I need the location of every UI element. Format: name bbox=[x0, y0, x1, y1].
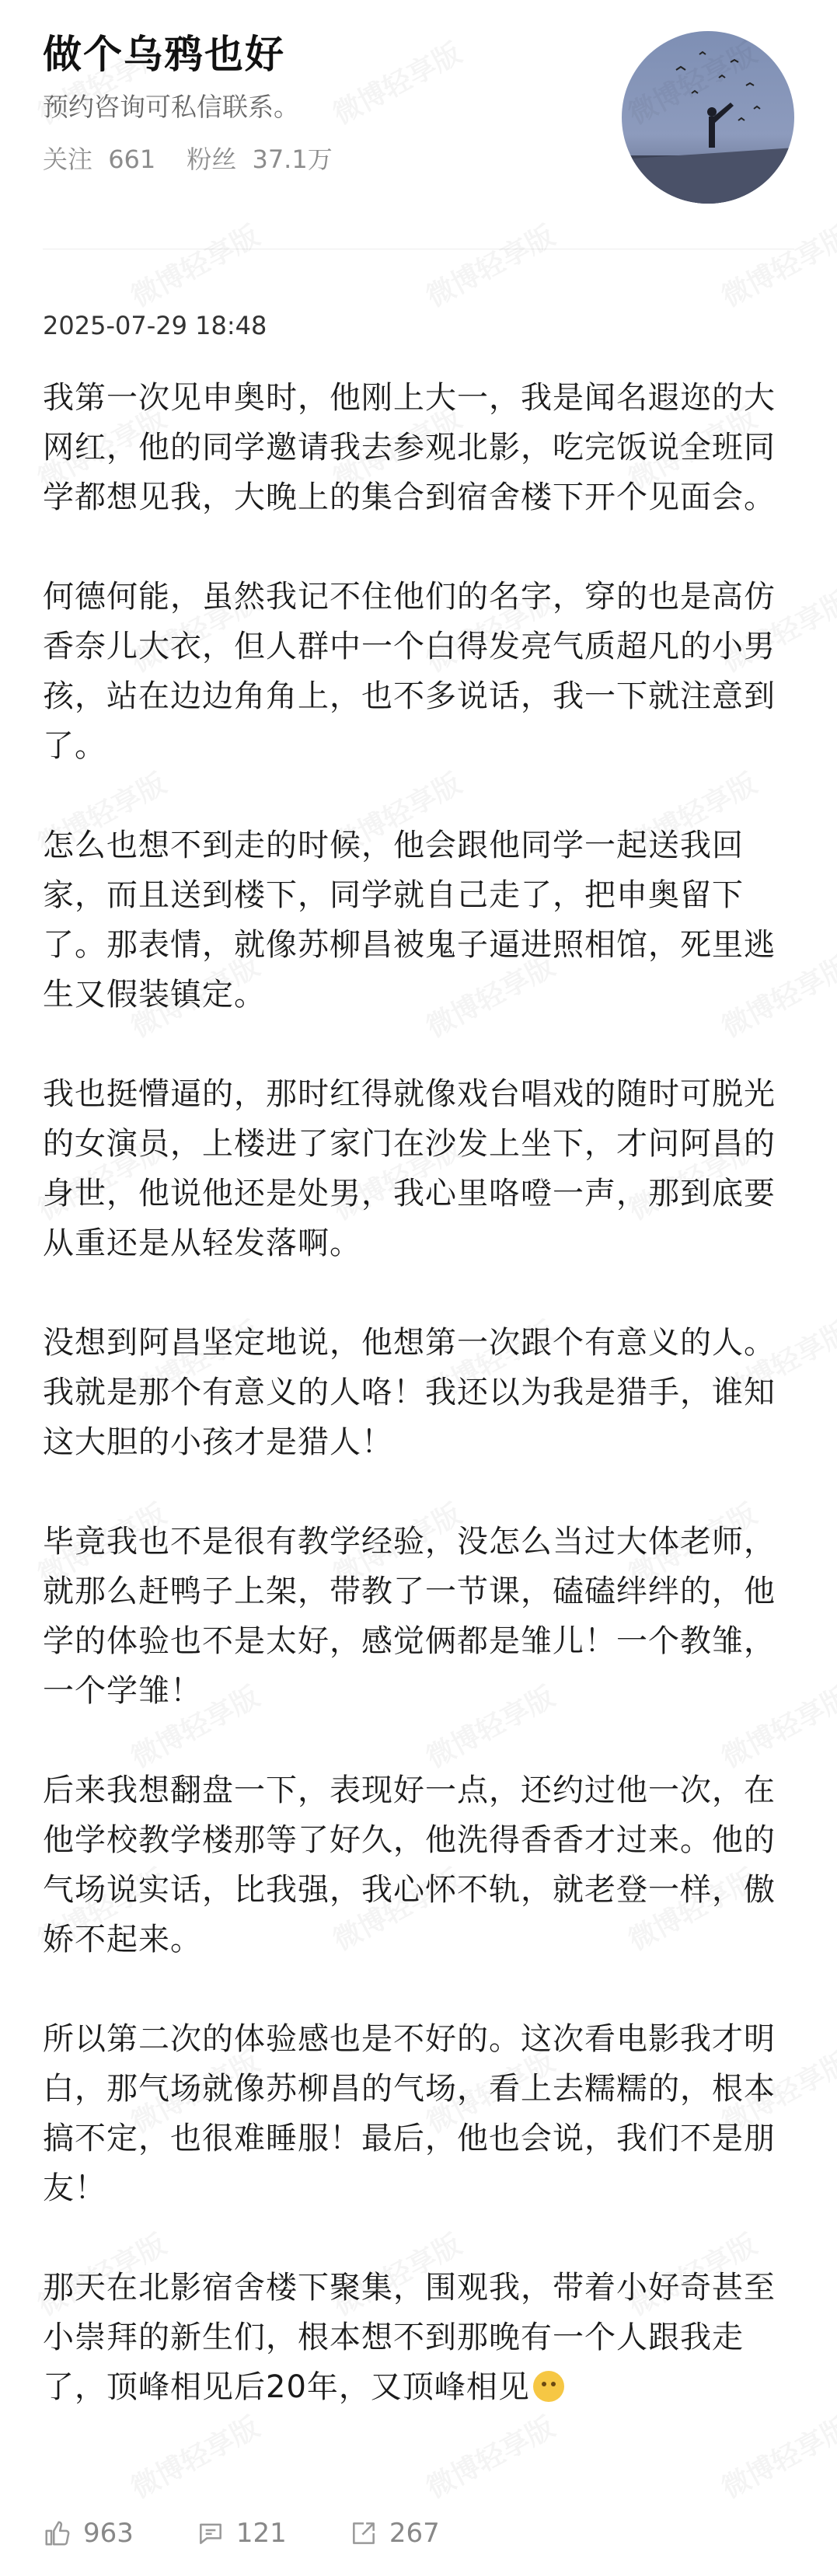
followers-label: 粉丝 bbox=[187, 145, 237, 174]
profile-bio: 预约咨询可私信联系。 bbox=[43, 92, 299, 122]
post-action-bar bbox=[43, 2510, 440, 2557]
profile-name[interactable]: 做个乌鸦也好 bbox=[43, 32, 285, 77]
watermark-text bbox=[714, 2406, 837, 2507]
shy-face-emoji-icon bbox=[533, 2371, 564, 2402]
post-paragraph: 毕竟我也不是很有教学经验，没怎么当过大体老师，就那么赶鸭子上架，带教了一节课，磕磕绊绊的，他学的体验也不是太好，感觉俩都是雏儿！一个教雏，一个学雏！ bbox=[43, 1524, 776, 1709]
post-paragraph: 怎么也想不到走的时候，他会跟他同学一起送我回家，而且送到楼下，同学就自己走了，把申奥留下了。那表情，就像苏柳昌被鬼子逼进照相馆，死里逃生又假装镇定。 bbox=[43, 828, 776, 1013]
avatar-image bbox=[622, 31, 794, 204]
post-timestamp: 2025-07-29 18:48 bbox=[43, 311, 267, 340]
like-button[interactable] bbox=[43, 2518, 134, 2549]
post-body bbox=[43, 373, 794, 2412]
comment-count: 121 bbox=[235, 2518, 287, 2549]
post-paragraph: 所以第二次的体验感也是不好的。这次看电影我才明白，那气场就像苏柳昌的气场，看上去糯糯的，根本搞不定，也很难睡服！最后，他也会说，我们不是朋友！ bbox=[43, 2021, 776, 2206]
following-count: 661 bbox=[108, 145, 156, 174]
post-paragraph: 后来我想翻盘一下，表现好一点，还约过他一次，在他学校教学楼那等了好久，他洗得香香才过来。他的气场说实话，比我强，我心怀不轨，就老登一样，傲娇不起来。 bbox=[43, 1773, 776, 1957]
following-stat[interactable] bbox=[43, 140, 155, 176]
watermark-text bbox=[124, 214, 266, 315]
post-paragraph: 何德何能，虽然我记不住他们的名字，穿的也是高仿香奈儿大衣，但人群中一个白得发亮气质超凡的小男孩，站在边边角角上，也不多说话，我一下就注意到了。 bbox=[43, 579, 776, 764]
post-paragraph-last bbox=[43, 2263, 794, 2412]
watermark-text bbox=[419, 2406, 561, 2507]
profile-stats bbox=[43, 140, 333, 176]
post-paragraph: 我也挺懵逼的，那时红得就像戏台唱戏的随时可脱光的女演员，上楼进了家门在沙发上坐下，才问阿昌的身世，他说他还是处男，我心里咯噔一声，那到底要从重还是从轻发落啊。 bbox=[43, 1076, 776, 1261]
followers-stat[interactable] bbox=[187, 140, 332, 176]
thumbs-up-icon bbox=[43, 2518, 72, 2548]
followers-count: 37.1万 bbox=[252, 145, 333, 174]
watermark-text bbox=[714, 214, 837, 315]
watermark-text bbox=[419, 214, 561, 315]
comment-bubble-icon bbox=[196, 2518, 225, 2548]
watermark-text bbox=[124, 2406, 266, 2507]
share-button[interactable] bbox=[349, 2518, 440, 2549]
profile-header bbox=[43, 23, 794, 202]
share-count: 267 bbox=[389, 2518, 440, 2549]
post-paragraph-text: 那天在北影宿舍楼下聚集，围观我，带着小好奇甚至小崇拜的新生们，根本想不到那晚有一个人跟我走了，顶峰相见后20年，又顶峰相见 bbox=[43, 2270, 776, 2405]
share-arrow-icon bbox=[349, 2518, 378, 2548]
like-count: 963 bbox=[83, 2518, 134, 2549]
avatar[interactable] bbox=[622, 31, 794, 204]
comment-button[interactable] bbox=[196, 2518, 287, 2549]
post-paragraph: 没想到阿昌坚定地说，他想第一次跟个有意义的人。我就是那个有意义的人咯！我还以为我是猎手，谁知这大胆的小孩才是猎人！ bbox=[43, 1325, 776, 1460]
following-label: 关注 bbox=[43, 145, 93, 174]
post-paragraph: 我第一次见申奥时，他刚上大一，我是闻名遐迩的大网红，他的同学邀请我去参观北影，吃完饭说全班同学都想见我，大晚上的集合到宿舍楼下开个见面会。 bbox=[43, 380, 776, 515]
